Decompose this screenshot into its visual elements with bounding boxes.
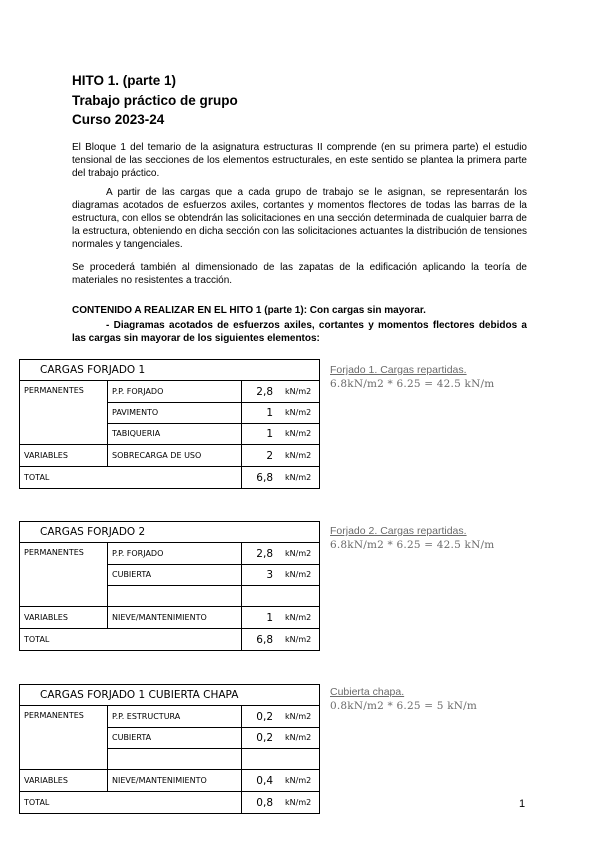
cell-item: NIEVE/MANTENIMIENTO [107, 607, 241, 628]
cell-category: PERMANENTES [24, 386, 84, 395]
table-row [20, 423, 319, 445]
cell-value: 2,8 [241, 543, 280, 564]
cell-item [107, 792, 241, 813]
table-row [20, 402, 319, 423]
table-title: CARGAS FORJADO 2 [20, 522, 319, 543]
cell-unit: kN/m2 [285, 798, 312, 807]
cell-category: PERMANENTES [24, 711, 84, 720]
note-formula: 6.8kN/m2 * 6.25 = 42.5 kN/m [330, 378, 495, 390]
contenido-item-text: - Diagramas acotados de esfuerzos axiles, cortantes y momentos flectores debidos a las cargas sin mayorar de los siguientes elementos: [72, 320, 527, 344]
cell-item [107, 585, 241, 606]
intro-paragraph-3: Se procederá también al dimensionado de las zapatas de la edificación aplicando la teoría de materiales no resistentes a tracción. [72, 262, 527, 286]
cell-unit: kN/m2 [285, 733, 312, 742]
note-forjado-2 [330, 525, 494, 551]
cell-unit [280, 748, 318, 769]
table-title: CARGAS FORJADO 1 CUBIERTA CHAPA [20, 685, 319, 706]
cell-item [107, 629, 241, 650]
cell-item [107, 467, 241, 488]
cell-category: VARIABLES [24, 613, 68, 622]
table-row [20, 629, 319, 650]
cell-unit: kN/m2 [285, 712, 312, 721]
cell-value: 6,8 [241, 467, 280, 488]
cell-category [20, 585, 107, 606]
cell-unit: kN/m2 [285, 613, 312, 622]
heading-curso: Curso 2023-24 [72, 112, 165, 127]
table-row [20, 445, 319, 467]
cell-value: 2 [241, 445, 280, 466]
note-title: Forjado 1. Cargas repartidas. [330, 364, 467, 376]
cell-value: 6,8 [241, 629, 280, 650]
cell-category: TOTAL [24, 635, 50, 644]
cell-unit [280, 585, 318, 606]
note-cubierta-chapa [330, 686, 477, 712]
note-title: Forjado 2. Cargas repartidas. [330, 525, 467, 537]
cell-item: P.P. FORJADO [107, 543, 241, 564]
table-row [20, 727, 319, 748]
cell-category [20, 564, 107, 585]
table-row [20, 543, 319, 564]
cell-item: P.P. FORJADO [107, 381, 241, 402]
cell-unit: kN/m2 [285, 408, 312, 417]
cell-value: 0,2 [241, 727, 280, 748]
cell-unit: kN/m2 [285, 387, 312, 396]
cell-category: TOTAL [24, 473, 50, 482]
table-row [20, 706, 319, 727]
table-cargas-forjado-1 [19, 359, 320, 489]
cell-value: 0,2 [241, 706, 280, 727]
cell-value: 0,8 [241, 792, 280, 813]
page-number: 1 [519, 798, 526, 810]
contenido-item [72, 320, 527, 346]
cell-value [241, 748, 280, 769]
cell-item: P.P. ESTRUCTURA [107, 706, 241, 727]
cell-item: NIEVE/MANTENIMIENTO [107, 770, 241, 791]
cell-value: 1 [241, 423, 280, 444]
table-row [20, 381, 319, 402]
cell-unit: kN/m2 [285, 549, 312, 558]
table-cargas-forjado-2 [19, 521, 320, 651]
intro-paragraph-2-text: A partir de las cargas que a cada grupo de trabajo se le asignan, se representarán los diagramas acotados de esfuerzos axiles, cortantes y momentos flectores de todas las barras de la estructura, con ellos se obtendrán las solicitaciones en una sección determinada de cualquier barra de la estructura, obteniendo en dicha sección con las solicitaciones actuantes la distribución de tensiones normales y tangenciales. [72, 187, 527, 250]
cell-category: VARIABLES [24, 451, 68, 460]
cell-item: PAVIMENTO [107, 402, 241, 423]
cell-item: CUBIERTA [107, 727, 241, 748]
table-row [20, 607, 319, 629]
cell-category: VARIABLES [24, 776, 68, 785]
heading-trabajo: Trabajo práctico de grupo [72, 93, 238, 108]
cell-category: TOTAL [24, 798, 50, 807]
table-row [20, 748, 319, 770]
cell-item: SOBRECARGA DE USO [107, 445, 241, 466]
cell-value: 2,8 [241, 381, 280, 402]
cell-unit: kN/m2 [285, 473, 312, 482]
cell-unit: kN/m2 [285, 451, 312, 460]
cell-unit: kN/m2 [285, 776, 312, 785]
cell-item: CUBIERTA [107, 564, 241, 585]
cell-item: TABIQUERIA [107, 423, 241, 444]
cell-category: PERMANENTES [24, 548, 84, 557]
table-row [20, 467, 319, 488]
heading-hito: HITO 1. (parte 1) [72, 73, 177, 88]
cell-item [107, 748, 241, 769]
cell-value: 0,4 [241, 770, 280, 791]
intro-paragraph-1: El Bloque 1 del temario de la asignatura estructuras II comprende (en su primera parte) el estudio tensional de las secciones de los elementos estructurales, en este sentido se plantea la primera parte del trabajo práctico. [72, 142, 527, 179]
note-formula: 0.8kN/m2 * 6.25 = 5 kN/m [330, 700, 478, 712]
note-forjado-1 [330, 364, 494, 390]
cell-value [241, 585, 280, 606]
cell-value: 3 [241, 564, 280, 585]
table-title: CARGAS FORJADO 1 [20, 360, 319, 381]
cell-category [20, 727, 107, 748]
contenido-title: CONTENIDO A REALIZAR EN EL HITO 1 (parte 1): Con cargas sin mayorar. [72, 305, 426, 316]
cell-value: 1 [241, 607, 280, 628]
cell-unit: kN/m2 [285, 570, 312, 579]
table-row [20, 564, 319, 585]
note-formula: 6.8kN/m2 * 6.25 = 42.5 kN/m [330, 539, 495, 551]
cell-category [20, 402, 107, 423]
note-title: Cubierta chapa. [330, 686, 405, 698]
table-cargas-forjado-cubierta-chapa [19, 684, 320, 814]
cell-unit: kN/m2 [285, 429, 312, 438]
intro-paragraph-2 [72, 187, 527, 252]
cell-category [20, 423, 107, 444]
table-row [20, 792, 319, 813]
table-row [20, 770, 319, 792]
cell-unit: kN/m2 [285, 635, 312, 644]
cell-value: 1 [241, 402, 280, 423]
cell-category [20, 748, 107, 769]
table-row [20, 585, 319, 607]
